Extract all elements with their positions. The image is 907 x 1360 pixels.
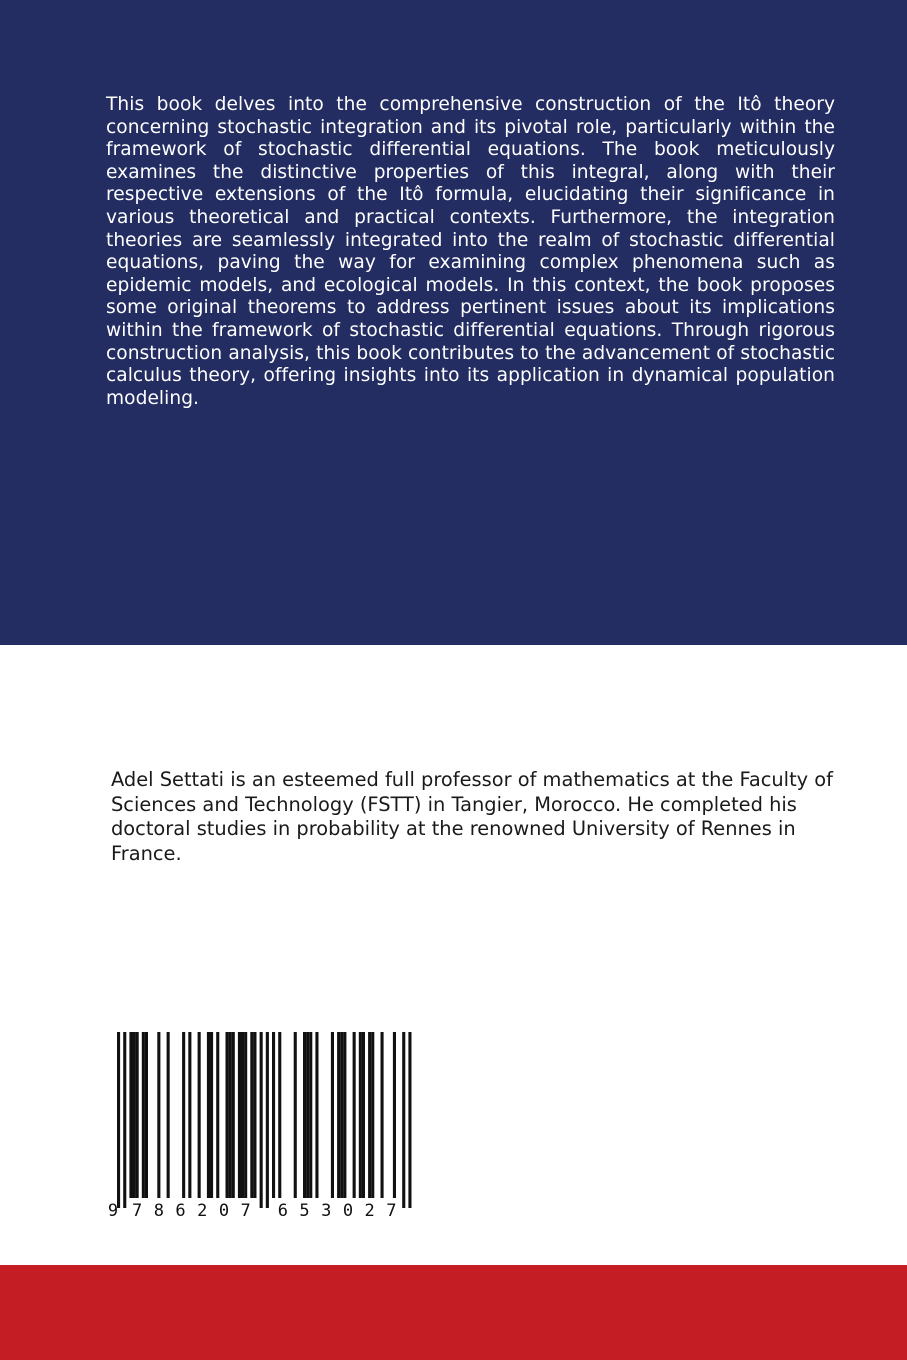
barcode-bar (232, 1032, 235, 1198)
barcode-bar (253, 1032, 256, 1198)
isbn-barcode (107, 1032, 422, 1222)
author-bio: Adel Settati is an esteemed full professor of mathematics at the Faculty of Sciences and Technology (FSTT) in Tangier, Morocco. He completed his doctoral studies in probability at the renowned University of Rennes in France. (111, 768, 833, 865)
barcode-bar (129, 1032, 132, 1198)
barcode-bar (371, 1032, 374, 1198)
barcode-digit: 3 (321, 1201, 332, 1221)
barcode-bar (157, 1032, 160, 1198)
barcode-bar (260, 1032, 263, 1208)
barcode-bar (229, 1032, 232, 1198)
barcode-bar (278, 1032, 281, 1198)
barcode-digit: 7 (240, 1201, 251, 1221)
barcode-bar (117, 1032, 120, 1208)
barcode-bar (145, 1032, 148, 1198)
barcode-bar (343, 1032, 346, 1198)
barcode-bar (353, 1032, 356, 1198)
barcode-bar (272, 1032, 275, 1198)
barcode-bar (362, 1032, 365, 1198)
barcode-digit: 0 (342, 1201, 354, 1221)
barcode-bar (408, 1032, 411, 1208)
barcode-bar (207, 1032, 210, 1198)
barcode-bar (359, 1032, 362, 1198)
barcode-bar (238, 1032, 241, 1198)
barcode-bar (309, 1032, 312, 1198)
barcode-digit: 0 (218, 1201, 230, 1221)
barcode-bar (241, 1032, 244, 1198)
barcode-digit: 6 (277, 1201, 288, 1221)
barcode-bar (210, 1032, 213, 1198)
barcode-bar (182, 1032, 185, 1198)
bottom-red-band (0, 1265, 907, 1360)
barcode-digit: 2 (197, 1201, 208, 1221)
barcode-bar (198, 1032, 201, 1198)
barcode-bar (250, 1032, 253, 1198)
barcode-bar (368, 1032, 371, 1198)
barcode-bar (133, 1032, 136, 1198)
barcode-bar (226, 1032, 229, 1198)
barcode-bar (337, 1032, 340, 1198)
book-description: This book delves into the comprehensive construction of the Itô theory concerning stochastic integration and its pivotal role, particularly within the framework of stochastic differential equations. The book meticulously examines the distinctive properties of this integral, along with their respective extensions of the Itô formula, elucidating their significance in various theoretical and practical contexts. Furthermore, the integration theories are seamlessly integrated into the realm of stochastic differential equations, paving the way for examining complex phenomena such as epidemic models, and ecological models. In this context, the book proposes some original theorems to address pertinent issues about its implications within the framework of stochastic differential equations. Through rigorous construction analysis, this book contributes to the advancement of stochastic calculus theory, offering insights into its application in dynamical population modeling. (106, 94, 835, 409)
barcode-bar (315, 1032, 318, 1198)
barcode-bar (381, 1032, 384, 1198)
barcode-digit: 2 (364, 1201, 375, 1221)
barcode-bar (306, 1032, 309, 1198)
barcode-bar (136, 1032, 139, 1198)
barcode-digit: 8 (153, 1201, 164, 1221)
barcode-bar (393, 1032, 396, 1198)
barcode-bar (142, 1032, 145, 1198)
barcode-digit: 9 (107, 1201, 119, 1221)
barcode-bar (331, 1032, 334, 1198)
barcode-bar (294, 1032, 297, 1198)
barcode-bar (266, 1032, 269, 1208)
barcode-digit: 7 (386, 1201, 397, 1221)
barcode-digit: 7 (132, 1201, 143, 1221)
barcode-bar (167, 1032, 170, 1198)
barcode-digit: 5 (299, 1201, 310, 1221)
barcode-bar (340, 1032, 343, 1198)
barcode-bar (188, 1032, 191, 1198)
barcode-bar (303, 1032, 306, 1198)
barcode-bar (216, 1032, 219, 1198)
barcode-digit: 6 (175, 1201, 186, 1221)
barcode-bar (402, 1032, 405, 1208)
barcode-bar (123, 1032, 126, 1208)
top-blue-panel (0, 0, 907, 645)
barcode-bar (244, 1032, 247, 1198)
